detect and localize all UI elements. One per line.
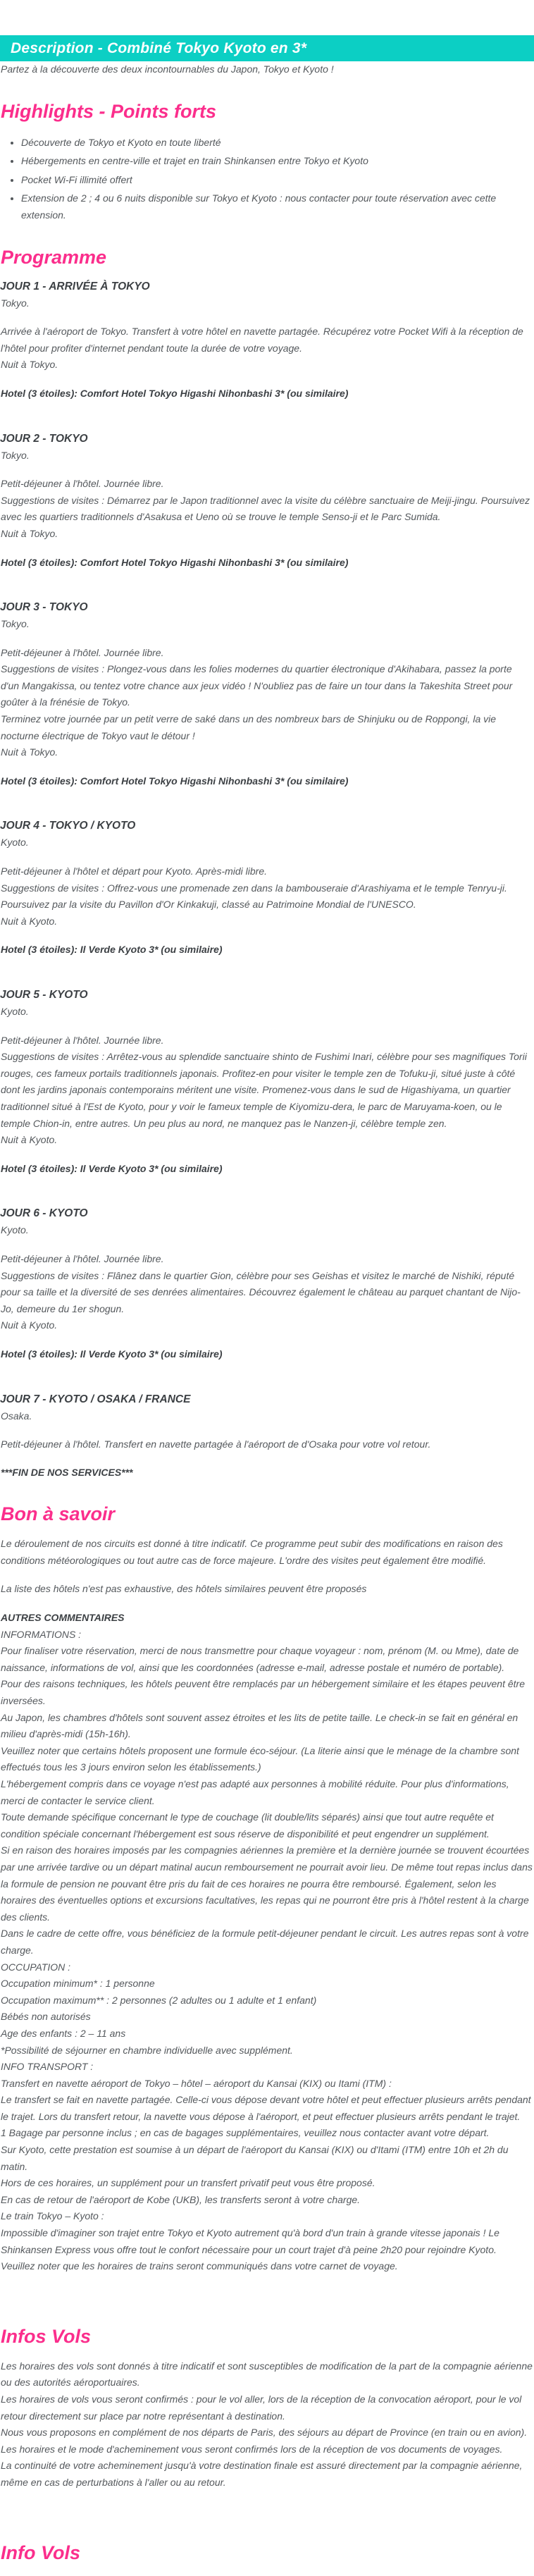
info-line: INFORMATIONS : xyxy=(1,1628,82,1640)
day-hotel-line: Hotel (3 étoiles): Il Verde Kyoto 3* (ou similaire) xyxy=(1,1162,223,1174)
info-line: Sur Kyoto, cette prestation est soumise à un départ de l'aéroport du Kansai (KIX) ou d'Itami (ITM) entre 10h et 2h du matin. xyxy=(1,2144,509,2172)
info-line: Occupation maximum** : 2 personnes (2 adultes ou 1 adulte et 1 enfant) xyxy=(1,1994,317,2006)
info-line: Pour finaliser votre réservation, merci de nous transmettre pour chaque voyageur : nom, prénom (M. ou Mme), date de naissance, informations de vol, ainsi que les coordonnées (adresse e-mail, adresse postale et numéro de portable). xyxy=(1,1645,519,1673)
day-city: Osaka. xyxy=(1,1410,32,1422)
day-paragraph: Suggestions de visites : Démarrez par le Japon traditionnel avec la visite du célèbre sanctuaire de Meiji-jingu. Poursuivez avec les quartiers traditionnels d'Asakusa et Ueno où se trouve le temple Senso-ji et le Parc Sumida. xyxy=(1,494,530,523)
day-title: JOUR 7 - KYOTO / OSAKA / FRANCE xyxy=(0,1393,191,1405)
highlight-bullet: • Hébergements en centre-ville et trajet en train Shinkansen entre Tokyo et Kyoto xyxy=(21,153,513,170)
day-paragraph: Suggestions de visites : Arrêtez-vous au splendide sanctuaire shinto de Fushimi Inari, célèbre pour ses magnifiques Torii rouges, ces fameux portails traditionnels japonais. Profitez-en pour visiter le temple zen de Tofuku-ji, situé juste à côté dont les jardins japonais contemporains méritent une visite. Promenez-vous dans le sud de Higashiyama, un quartier traditionnel situé à l'Est de Kyoto, pour y voir le fameux temple de Kiyomizu-dera, le parc de Maruyama-koen, ou le temple Chion-in, entre autres. Un peu plus au nord, ne manquez pas le Nanzen-ji, célèbre temple zen. xyxy=(1,1051,527,1129)
info-line: Age des enfants : 2 – 11 ans xyxy=(1,2027,126,2039)
day-block-1 xyxy=(0,278,534,402)
day-hotel-line: Hotel (3 étoiles): Comfort Hotel Tokyo Higashi Nihonbashi 3* (ou similaire) xyxy=(1,775,349,787)
flight-info-line: Les horaires et le mode d'acheminement vous seront confirmés lors de la réception de vos documents de voyages. xyxy=(1,2443,503,2455)
day-block-6 xyxy=(0,1205,534,1362)
info-line: OCCUPATION : xyxy=(1,1961,71,1973)
flight-info-line: La continuité de votre acheminement jusqu'à votre destination finale est assuré directement par la compagnie aérienne, même en cas de perturbations à l'aller ou au retour. xyxy=(1,2460,523,2488)
day-paragraph: Terminez votre journée par un petit verre de saké dans un des nombreux bars de Shinjuku ou de Roppongi, la vie nocturne électrique de Tokyo vaut le détour ! xyxy=(1,713,497,741)
flight-info-line: Nous vous proposons en complément de nos départs de Paris, des séjours au départ de Province (en train ou en avion). xyxy=(1,2427,528,2439)
info-line: Le déroulement de nos circuits est donné à titre indicatif. Ce programme peut subir des modifications en raison des conditions météorologiques ou tout autre cas de force majeure. L'ordre des visites peut également être modifié. xyxy=(1,1538,503,1566)
info-line: La liste des hôtels n'est pas exhaustive, des hôtels similaires peuvent être proposés xyxy=(1,1583,367,1595)
info-line: Impossible d'imaginer son trajet entre Tokyo et Kyoto autrement qu'à bord d'un train à grande vitesse japonais ! Le Shinkansen Express vous offre tout le confort nécessaire pour un court trajet d'à peine 2h20 pour rejoindre Kyoto. xyxy=(1,2227,499,2255)
day-city: Tokyo. xyxy=(1,618,30,630)
day-title: JOUR 3 - TOKYO xyxy=(0,601,88,614)
day-paragraph: Nuit à Kyoto. xyxy=(1,1134,58,1146)
highlight-bullet: • Découverte de Tokyo et Kyoto en toute liberté xyxy=(21,135,513,152)
day-paragraph: Petit-déjeuner à l'hôtel. Journée libre. xyxy=(1,478,164,490)
day-title: JOUR 5 - KYOTO xyxy=(0,989,88,1001)
day-paragraph: Suggestions de visites : Plongez-vous dans les folies modernes du quartier électronique d'Akihabara, passez la porte d'un Mangakissa, ou tentez votre chance aux jeux vidéo ! N'oubliez pas de faire un tour dans la Takeshita Street pour goûter à la frénésie de Tokyo. xyxy=(1,663,513,708)
day-block-3 xyxy=(0,599,534,789)
day-block-5 xyxy=(0,987,534,1177)
day-hotel-line: Hotel (3 étoiles): Il Verde Kyoto 3* (ou similaire) xyxy=(1,944,223,956)
day-paragraph: Suggestions de visites : Flânez dans le quartier Gion, célèbre pour ses Geishas et visitez le marché de Nishiki, réputé pour sa taille et la diversité de ses denrées alimentaires. Découvrez également le château au parquet chantant de Nijo-Jo, demeure du 1er shogun. xyxy=(1,1269,521,1314)
day-paragraph: Nuit à Tokyo. xyxy=(1,359,58,371)
day-block-7 xyxy=(0,1391,534,1453)
info-line: Transfert en navette aéroport de Tokyo – hôtel – aéroport du Kansai (KIX) ou Itami (ITM) : xyxy=(1,2077,392,2089)
highlight-bullet: • Extension de 2 ; 4 ou 6 nuits disponible sur Tokyo et Kyoto : nous contacter pour toute réservation avec cette extension. xyxy=(21,190,513,223)
day-paragraph: Nuit à Tokyo. xyxy=(1,746,58,758)
highlight-bullet: • Pocket Wi-Fi illimité offert xyxy=(21,172,513,189)
highlights-heading: Highlights - Points forts xyxy=(1,100,216,122)
info-line: Le transfert se fait en navette partagée. Celle-ci vous dépose devant votre hôtel et peut effectuer plusieurs arrêts pendant le trajet. Lors du transfert retour, la navette vous dépose à l'aéroport, et peut effectuer plusieurs arrêts pendant le trajet. xyxy=(1,2094,531,2122)
infos-vols-heading: Infos Vols xyxy=(1,2325,92,2347)
flight-info-line: Les horaires des vols sont donnés à titre indicatif et sont susceptibles de modification de la part de la compagnie aérienne ou des autorités aéroportuaires. xyxy=(1,2360,533,2389)
info-line: En cas de retour de l'aéroport de Kobe (UKB), les transferts seront à votre charge. xyxy=(1,2193,361,2205)
programme-days xyxy=(0,278,534,1453)
day-paragraph: Nuit à Kyoto. xyxy=(1,1319,58,1331)
day-paragraph: Petit-déjeuner à l'hôtel. Journée libre. xyxy=(1,646,164,658)
info-line: Si en raison des horaires imposés par les compagnies aériennes la première et la dernière journée se trouvent écourtées par une arrivée tardive ou un départ matinal aucun remboursement ne pourrait avoir lieu. De même tout repas inclus dans la formule de pension ne pouvant être pris du fait de ces horaires ne pourra être remboursé. Également, selon les horaires des éventuelles options et excursions facultatives, les repas qui ne pourront être pris à l'hôtel restent à la charge des clients. xyxy=(1,1844,533,1923)
day-paragraph: Petit-déjeuner à l'hôtel et départ pour Kyoto. Après-midi libre. xyxy=(1,865,268,877)
info-line: 1 Bagage par personne inclus ; en cas de bagages supplémentaires, veuillez nous contacter avant votre départ. xyxy=(1,2127,490,2139)
day-paragraph: Petit-déjeuner à l'hôtel. Journée libre. xyxy=(1,1252,164,1264)
info-line: Dans le cadre de cette offre, vous bénéficiez de la formule petit-déjeuner pendant le circuit. Les autres repas sont à votre charge. xyxy=(1,1928,529,1956)
day-paragraph: Petit-déjeuner à l'hôtel. Journée libre. xyxy=(1,1034,164,1046)
info-line: *Possibilité de séjourner en chambre individuelle avec supplément. xyxy=(1,2044,293,2056)
day-block-2 xyxy=(0,431,534,572)
day-paragraph: Nuit à Kyoto. xyxy=(1,915,58,927)
info-vols-heading: Info Vols xyxy=(1,2541,80,2563)
info-line: Veuillez noter que certains hôtels proposent une formule éco-séjour. (La literie ainsi que le ménage de la chambre sont effectués tous les 3 jours environ selon les établissements.) xyxy=(1,1744,519,1773)
day-title: JOUR 2 - TOKYO xyxy=(0,432,88,445)
info-line: Toute demande spécifique concernant le type de couchage (lit double/lits séparés) ainsi que tout autre requête et condition spéciale concernant l'hébergement est sous réserve de disponibilité et peut engendrer un supplément. xyxy=(1,1811,494,1839)
day-paragraph: Suggestions de visites : Offrez-vous une promenade zen dans la bambouseraie d'Arashiyama et le temple Tenryu-ji. Poursuivez par la visite du Pavillon d'Or Kinkakuji, classé au Patrimoine Mondial de l'UNESCO. xyxy=(1,882,507,911)
day-paragraph: Nuit à Tokyo. xyxy=(1,527,58,539)
info-line: Au Japon, les chambres d'hôtels sont souvent assez étroites et les lits de petite taille. Le check-in se fait en général en milieu d'après-midi (15h-16h). xyxy=(1,1711,519,1740)
info-line: Pour des raisons techniques, les hôtels peuvent être remplacés par un hébergement similaire et les étapes peuvent être inversées. xyxy=(1,1678,525,1707)
bon-a-savoir-heading: Bon à savoir xyxy=(1,1503,116,1525)
info-line: INFO TRANSPORT : xyxy=(1,2061,94,2073)
end-of-services: ***FIN DE NOS SERVICES*** xyxy=(1,1466,133,1478)
info-line: L'hébergement compris dans ce voyage n'est pas adapté aux personnes à mobilité réduite. Pour plus d'informations, merci de contacter le service client. xyxy=(1,1778,509,1806)
day-paragraph: Petit-déjeuner à l'hôtel. Transfert en navette partagée à l'aéroport de d'Osaka pour votre vol retour. xyxy=(1,1438,431,1450)
day-title: JOUR 6 - KYOTO xyxy=(0,1207,88,1220)
flight-info-line: Les horaires de vols vous seront confirmés : pour le vol aller, lors de la réception de la convocation aéroport, pour le vol retour directement sur place par notre représentant à destination. xyxy=(1,2393,522,2422)
day-paragraph: Arrivée à l'aéroport de Tokyo. Transfert à votre hôtel en navette partagée. Récupérez votre Pocket Wifi à la réception de l'hôtel pour profiter d'internet pendant toute la durée de votre voyage. xyxy=(1,326,523,354)
page-title: Description - Combiné Tokyo Kyoto en 3* xyxy=(11,39,307,56)
day-title: JOUR 1 - ARRIVÉE À TOKYO xyxy=(0,280,150,292)
infos-vols-content xyxy=(0,2358,534,2491)
day-hotel-line: Hotel (3 étoiles): Il Verde Kyoto 3* (ou similaire) xyxy=(1,1348,223,1360)
day-block-4 xyxy=(0,818,534,959)
highlights-list xyxy=(0,135,534,224)
info-line: Le train Tokyo – Kyoto : xyxy=(1,2210,104,2222)
info-line: AUTRES COMMENTAIRES xyxy=(1,1612,125,1624)
day-city: Kyoto. xyxy=(1,1224,29,1236)
programme-heading: Programme xyxy=(1,246,107,268)
day-title: JOUR 4 - TOKYO / KYOTO xyxy=(0,820,136,832)
bon-a-savoir-content xyxy=(0,1536,534,2275)
day-hotel-line: Hotel (3 étoiles): Comfort Hotel Tokyo Higashi Nihonbashi 3* (ou similaire) xyxy=(1,556,349,568)
info-line: Occupation minimum* : 1 personne xyxy=(1,1978,155,1990)
day-city: Kyoto. xyxy=(1,1006,29,1017)
day-city: Tokyo. xyxy=(1,297,30,309)
description-title-band xyxy=(0,35,534,61)
day-city: Kyoto. xyxy=(1,837,29,849)
day-city: Tokyo. xyxy=(1,449,30,461)
day-hotel-line: Hotel (3 étoiles): Comfort Hotel Tokyo Higashi Nihonbashi 3* (ou similaire) xyxy=(1,387,349,399)
intro-text: Partez à la découverte des deux incontournables du Japon, Tokyo et Kyoto ! xyxy=(1,63,334,75)
info-line: Hors de ces horaires, un supplément pour un transfert privatif peut vous être proposé. xyxy=(1,2177,375,2189)
info-line: Veuillez noter que les horaires de trains seront communiqués dans votre carnet de voyage. xyxy=(1,2260,398,2272)
info-line: Bébés non autorisés xyxy=(1,2011,91,2023)
